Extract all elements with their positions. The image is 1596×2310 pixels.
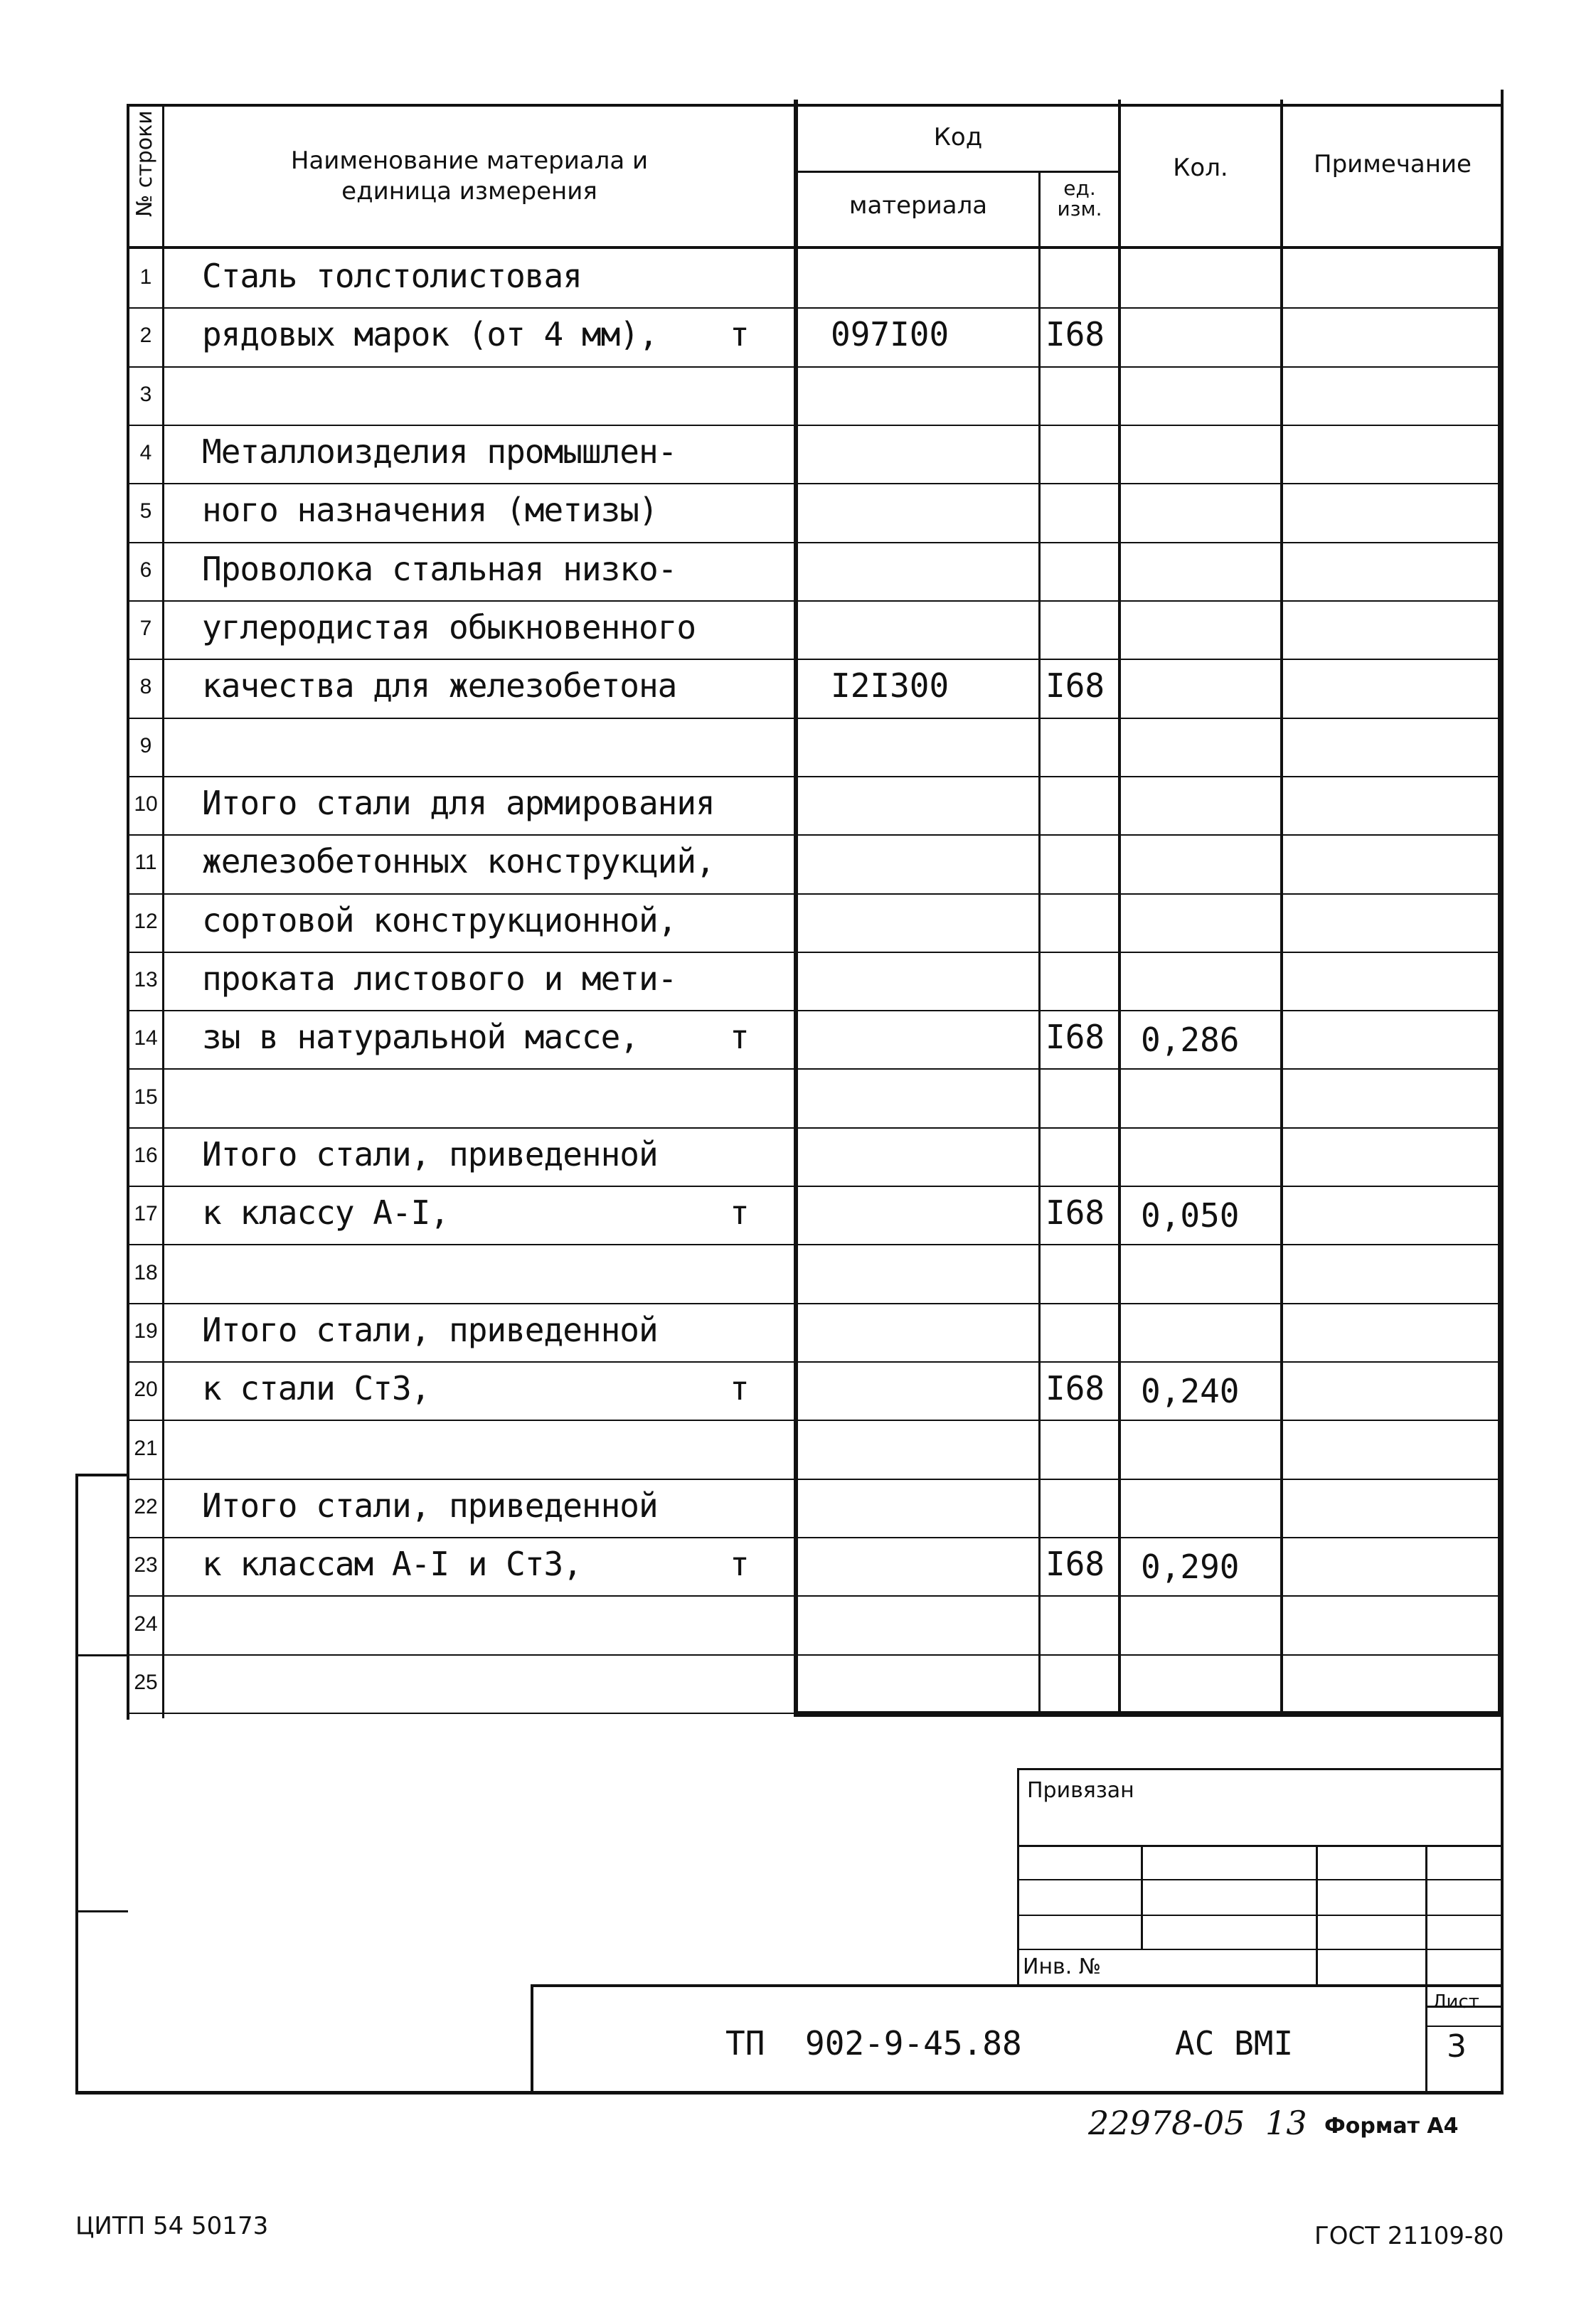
row-divider bbox=[129, 1361, 1501, 1363]
row-divider bbox=[129, 1537, 1501, 1538]
material-name: углеродистая обыкновенного bbox=[202, 608, 696, 646]
header-qty: Кол. bbox=[1173, 154, 1228, 182]
sheet-label: Лист bbox=[1432, 1991, 1479, 2013]
row-number: 18 bbox=[134, 1261, 158, 1284]
row-number: 23 bbox=[134, 1553, 158, 1577]
row-divider bbox=[129, 307, 1501, 309]
header-code-unit: ед. изм. bbox=[1057, 176, 1102, 221]
row-divider bbox=[129, 542, 1501, 543]
row-number: 9 bbox=[139, 734, 152, 757]
header-code-material: материала bbox=[848, 191, 988, 220]
row-divider bbox=[129, 1479, 1501, 1480]
quantity: 0,050 bbox=[1141, 1196, 1240, 1235]
row-divider bbox=[129, 834, 1501, 836]
row-divider bbox=[129, 1420, 1501, 1421]
material-unit: т bbox=[730, 1545, 750, 1583]
material-name: ного назначения (метизы) bbox=[202, 491, 658, 529]
format-label: Формат А4 bbox=[1324, 2114, 1459, 2139]
row-number: 19 bbox=[134, 1319, 158, 1343]
doc-mark: АС ВМI bbox=[1175, 2024, 1294, 2062]
unit-code: I68 bbox=[1046, 1545, 1105, 1583]
material-name: железобетонных конструкций, bbox=[202, 842, 715, 880]
quantity: 0,240 bbox=[1141, 1372, 1240, 1410]
doc-number: 902-9-45.88 bbox=[805, 2024, 1022, 2062]
material-name: к классу А-I, bbox=[202, 1193, 449, 1232]
row-number: 3 bbox=[139, 383, 152, 406]
material-name: проката листового и мети- bbox=[202, 959, 677, 998]
row-divider bbox=[129, 1186, 1501, 1187]
material-name: Итого стали, приведенной bbox=[202, 1135, 658, 1173]
row-number: 1 bbox=[139, 265, 152, 289]
row-divider bbox=[129, 1068, 1501, 1070]
material-name: Итого стали для армирования bbox=[202, 784, 715, 822]
row-divider bbox=[129, 659, 1501, 660]
footer-left-code: ЦИТП 54 50173 bbox=[75, 2212, 269, 2240]
unit-code: I68 bbox=[1046, 1369, 1105, 1407]
row-divider bbox=[129, 1654, 1501, 1656]
footer-right-standard: ГОСТ 21109-80 bbox=[1314, 2222, 1504, 2250]
unit-code: I68 bbox=[1046, 1193, 1105, 1232]
material-name: Итого стали, приведенной bbox=[202, 1311, 658, 1349]
material-unit: т bbox=[730, 1369, 750, 1407]
handwritten-inventory bbox=[1088, 2104, 1307, 2142]
privyazan-label: Привязан bbox=[1027, 1778, 1134, 1803]
unit-code: I68 bbox=[1046, 666, 1105, 705]
header-row-number: № строки bbox=[132, 110, 157, 217]
row-divider bbox=[129, 1595, 1501, 1597]
row-number: 2 bbox=[139, 324, 152, 347]
material-name: качества для железобетона bbox=[202, 666, 677, 705]
material-unit: т bbox=[730, 1193, 750, 1232]
material-name: рядовых марок (от 4 мм), bbox=[202, 315, 658, 353]
row-number: 17 bbox=[134, 1202, 158, 1225]
row-number: 16 bbox=[134, 1144, 158, 1167]
row-number: 13 bbox=[134, 968, 158, 991]
row-divider bbox=[129, 1010, 1501, 1011]
row-divider bbox=[129, 893, 1501, 895]
row-divider bbox=[129, 952, 1501, 953]
doc-code: ТП bbox=[725, 2024, 765, 2062]
row-number: 22 bbox=[134, 1495, 158, 1518]
material-unit: т bbox=[730, 315, 750, 353]
material-name: Сталь толстолистовая bbox=[202, 257, 582, 295]
row-divider bbox=[129, 1244, 1501, 1245]
row-number: 14 bbox=[134, 1026, 158, 1050]
material-name: сортовой конструкционной, bbox=[202, 901, 677, 940]
row-divider bbox=[129, 425, 1501, 426]
unit-code: I68 bbox=[1046, 315, 1105, 353]
row-number: 24 bbox=[134, 1612, 158, 1636]
quantity: 0,290 bbox=[1141, 1548, 1240, 1586]
row-divider bbox=[129, 600, 1501, 602]
material-name: Проволока стальная низко- bbox=[202, 550, 677, 588]
row-number: 20 bbox=[134, 1378, 158, 1401]
material-unit: т bbox=[730, 1018, 750, 1056]
handwritten-number: 22978-05 bbox=[1088, 2104, 1245, 2142]
row-number: 4 bbox=[139, 441, 152, 464]
row-number: 25 bbox=[134, 1671, 158, 1694]
header-name: Наименование материала и единица измерения bbox=[290, 147, 649, 206]
handwritten-sheet: 13 bbox=[1265, 2104, 1307, 2142]
row-number: 12 bbox=[134, 910, 158, 933]
material-name: Итого стали, приведенной bbox=[202, 1486, 658, 1525]
row-divider bbox=[129, 776, 1501, 777]
row-number: 7 bbox=[139, 617, 152, 640]
material-name: к стали Ст3, bbox=[202, 1369, 430, 1407]
row-divider bbox=[129, 1303, 1501, 1304]
row-divider bbox=[129, 366, 1501, 368]
material-name: к классам А-I и Ст3, bbox=[202, 1545, 582, 1583]
quantity: 0,286 bbox=[1141, 1021, 1240, 1059]
row-number: 11 bbox=[134, 851, 157, 874]
row-number: 10 bbox=[134, 792, 158, 816]
row-number: 21 bbox=[134, 1437, 158, 1460]
row-divider bbox=[129, 718, 1501, 719]
material-code: I2I300 bbox=[831, 666, 949, 705]
row-divider bbox=[129, 483, 1501, 484]
material-code: 097I00 bbox=[831, 315, 949, 353]
row-divider bbox=[129, 1127, 1501, 1129]
header-note: Примечание bbox=[1314, 150, 1472, 179]
header-code-group: Код bbox=[933, 123, 983, 151]
material-name: Металлоизделия промышлен- bbox=[202, 432, 677, 471]
inv-no-label: Инв. № bbox=[1023, 1954, 1102, 1979]
unit-code: I68 bbox=[1046, 1018, 1105, 1056]
material-name: зы в натуральной массе, bbox=[202, 1018, 639, 1056]
row-number: 15 bbox=[134, 1085, 158, 1109]
row-number: 5 bbox=[139, 499, 152, 523]
row-number: 8 bbox=[139, 675, 152, 698]
sheet-value: 3 bbox=[1447, 2028, 1467, 2065]
row-number: 6 bbox=[139, 558, 152, 582]
